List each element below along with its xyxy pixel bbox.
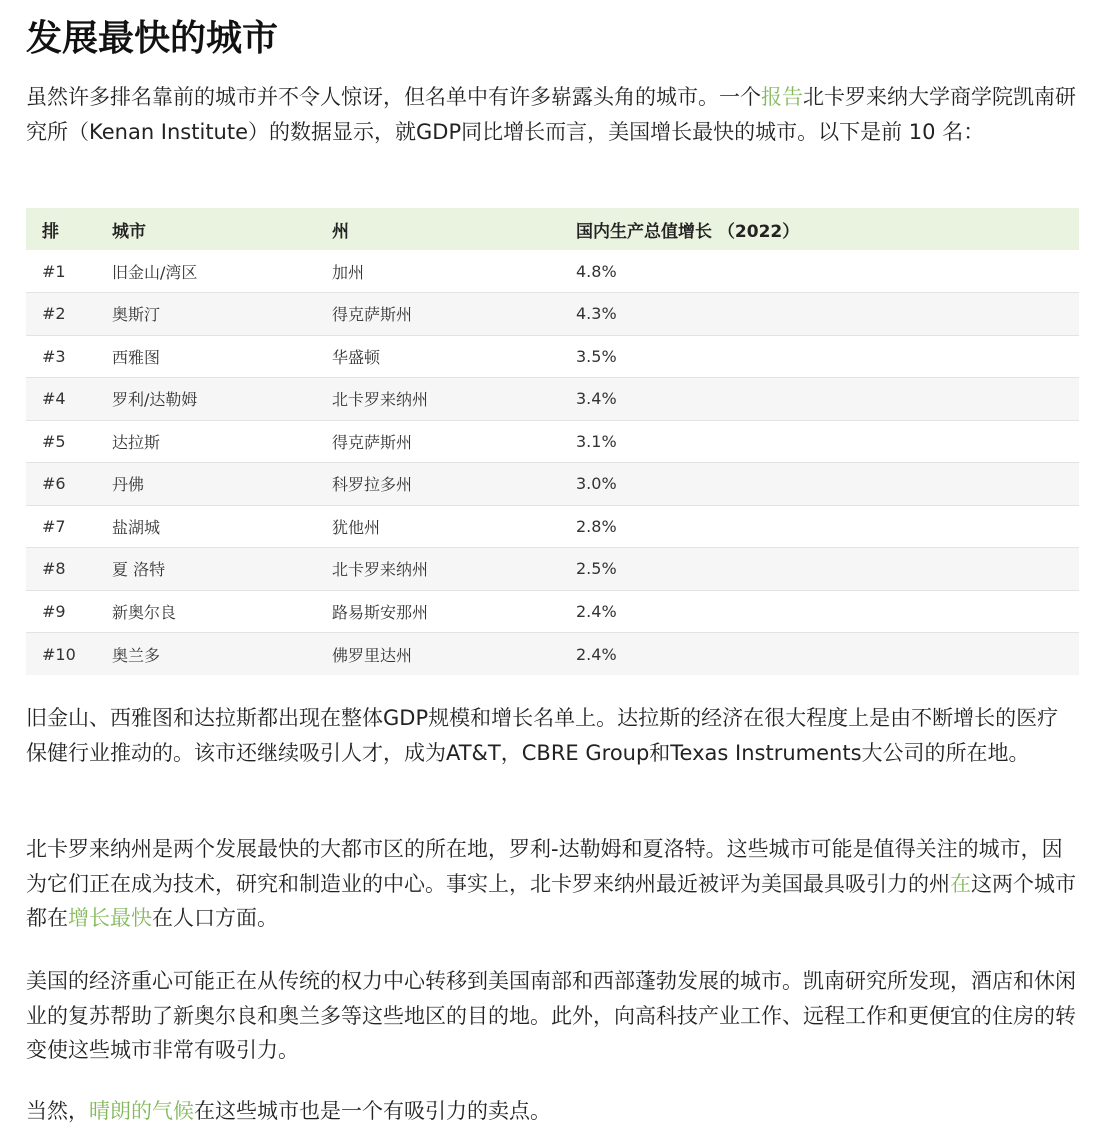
cell-growth: 3.4% [576, 389, 617, 409]
cell-growth: 2.4% [576, 601, 617, 621]
cell-rank: #1 [42, 261, 66, 281]
cell-growth: 4.3% [576, 304, 617, 324]
cell-rank: #3 [42, 346, 66, 366]
nc-text-before: 北卡罗来纳州是两个发展最快的大都市区的所在地，罗利-达勒姆和夏洛特。这些城市可能是值得关注的城市，因为它们正在成为技术，研究和制造业的中心。事实上，北卡罗来纳州最近被评为美国最具吸引力的州 [26, 837, 1063, 896]
table-row [26, 633, 1079, 676]
growth-table [26, 208, 1079, 675]
cell-city: 丹佛 [112, 475, 145, 495]
cell-growth: 2.4% [576, 644, 617, 664]
cell-city: 罗利/达勒姆 [112, 390, 198, 410]
intro-text-after: 北卡罗来纳大学商学院凯南研究所（Kenan Institute）的数据显示，就GDP同比增长而言，美国增长最快的城市。以下是前 10 名： [26, 85, 1076, 144]
cell-city: 旧金山/湾区 [112, 262, 198, 282]
cell-rank: #2 [42, 304, 66, 324]
cell-state: 得克萨斯州 [332, 305, 413, 325]
nc-text-after: 在人口方面。 [152, 906, 278, 930]
nc-text-middle: 这两个城市都在 [26, 871, 1076, 930]
table-row [26, 335, 1079, 378]
table-row [26, 378, 1079, 421]
cell-growth: 3.0% [576, 474, 617, 494]
cell-state: 犹他州 [332, 517, 381, 537]
page-title: 发展最快的城市 [26, 18, 279, 59]
cell-city: 奥兰多 [112, 645, 161, 665]
cell-rank: #5 [42, 431, 66, 451]
cell-state: 科罗拉多州 [332, 475, 413, 495]
cell-rank: #10 [42, 644, 76, 664]
table-row [26, 548, 1079, 591]
cell-growth: 4.8% [576, 261, 617, 281]
cell-state: 北卡罗来纳州 [332, 560, 429, 580]
cell-state: 华盛顿 [332, 347, 381, 367]
cell-rank: #9 [42, 601, 66, 621]
table-row [26, 505, 1079, 548]
cell-state: 佛罗里达州 [332, 645, 413, 665]
cell-city: 夏 洛特 [112, 560, 166, 580]
cell-state: 加州 [332, 262, 365, 282]
cell-growth: 3.5% [576, 346, 617, 366]
cell-city: 盐湖城 [112, 517, 161, 537]
fastest-growth-link[interactable]: 增长最快 [68, 906, 152, 930]
dallas-paragraph: 旧金山、西雅图和达拉斯都出现在整体GDP规模和增长名单上。达拉斯的经济在很大程度上是由不断增长的医疗保健行业推动的。该市还继续吸引人才，成为AT&T，CBRE Group和Texas Instruments大公司的所在地。 [26, 706, 1059, 765]
cell-rank: #6 [42, 474, 66, 494]
cell-rank: #8 [42, 559, 66, 579]
cell-state: 得克萨斯州 [332, 432, 413, 452]
table-row [26, 250, 1079, 293]
climate-text-after: 在这些城市也是一个有吸引力的卖点。 [194, 1099, 551, 1123]
table-row [26, 420, 1079, 463]
cell-city: 西雅图 [112, 347, 161, 367]
table-row [26, 590, 1079, 633]
header-gdp-growth: 国内生产总值增长 （2022） [576, 221, 800, 242]
header-rank: 排 [42, 221, 59, 242]
intro-text-before: 虽然许多排名靠前的城市并不令人惊讶，但名单中有许多崭露头角的城市。一个 [26, 85, 761, 109]
header-state: 州 [332, 221, 349, 242]
cell-state: 路易斯安那州 [332, 602, 429, 622]
cell-city: 达拉斯 [112, 432, 161, 452]
table-row [26, 293, 1079, 336]
in-link[interactable]: 在 [950, 871, 971, 896]
cell-city: 新奥尔良 [112, 602, 177, 622]
cell-growth: 2.8% [576, 516, 617, 536]
intro-paragraph [26, 80, 1078, 149]
cell-state: 北卡罗来纳州 [332, 390, 429, 410]
header-city: 城市 [112, 221, 146, 242]
climate-paragraph [26, 1094, 1078, 1129]
report-link[interactable]: 报告 [761, 85, 803, 109]
climate-text-before: 当然， [26, 1099, 89, 1123]
cell-growth: 3.1% [576, 431, 617, 451]
north-carolina-paragraph [26, 832, 1078, 936]
sunny-climate-link[interactable]: 晴朗的气候 [89, 1099, 194, 1123]
economic-shift-paragraph: 美国的经济重心可能正在从传统的权力中心转移到美国南部和西部蓬勃发展的城市。凯南研究所发现，酒店和休闲业的复苏帮助了新奥尔良和奥兰多等这些地区的目的地。此外，向高科技产业工作、远程工作和更便宜的住房的转变使这些城市非常有吸引力。 [26, 969, 1076, 1062]
cell-rank: #4 [42, 389, 66, 409]
cell-rank: #7 [42, 516, 66, 536]
table-row [26, 463, 1079, 506]
cell-growth: 2.5% [576, 559, 617, 579]
table-header-row [26, 208, 1079, 250]
cell-city: 奥斯汀 [112, 305, 161, 325]
